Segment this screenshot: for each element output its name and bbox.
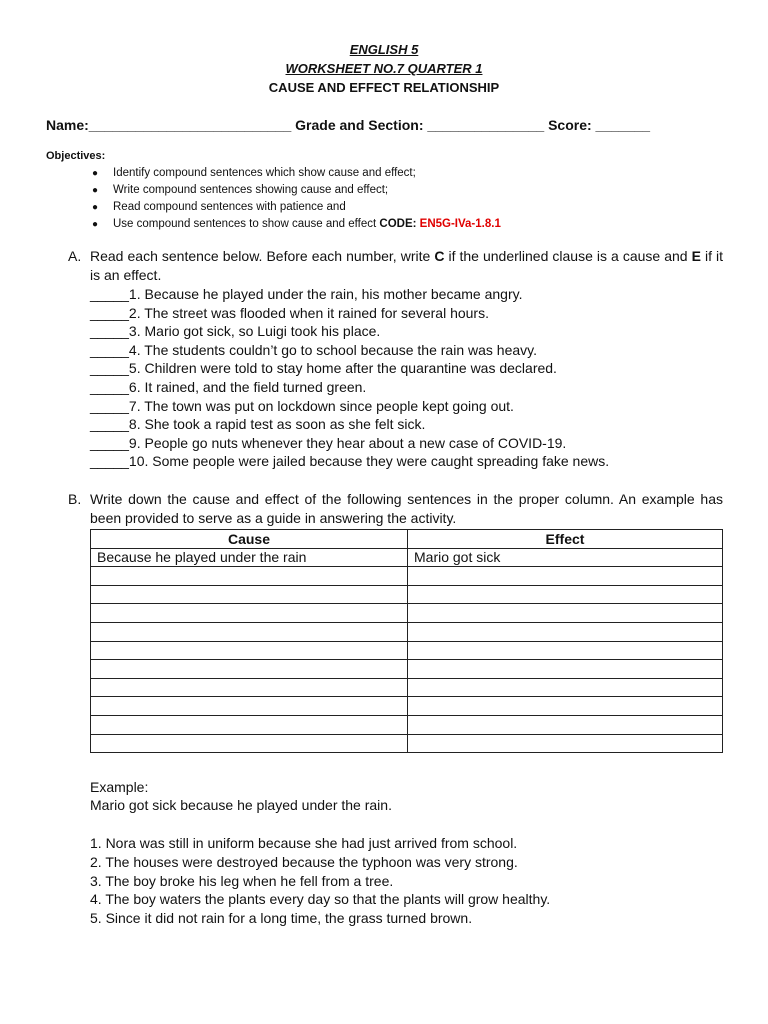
list-item: 1. Nora was still in uniform because she had just arrived from school. [90,835,518,851]
table-row [91,604,723,623]
list-item: _____1. Because he played under the rain, his mother became angry. [90,286,523,302]
table-row [91,734,723,753]
list-item: 4. The boy waters the plants every day so that the plants will grow healthy. [90,891,551,908]
objective-item: ● Read compound sentences with patience and [92,199,501,216]
table-row [91,567,723,586]
list-item: 2. The houses were destroyed because the typhoon was very strong. [90,853,518,870]
cause-effect-table [90,529,723,753]
section-a-items [90,285,609,471]
section-a-letter: A. [68,248,82,264]
effect-cell[interactable] [408,660,723,679]
cause-cell[interactable] [91,622,408,641]
name-field[interactable]: __________________________ [88,117,292,133]
name-label: Name: [46,117,89,133]
objective-item: ● Use compound sentences to show cause and effect CODE: EN5G-IVa-1.8.1 [92,216,501,233]
table-row [91,622,723,641]
cause-cell[interactable] [91,660,408,679]
effect-cell[interactable] [408,604,723,623]
effect-cell[interactable] [408,567,723,586]
list-item: _____8. She took a rapid test as soon as she felt sick. [90,416,426,433]
list-item: _____4. The students couldn’t go to school because the rain was heavy. [90,341,538,358]
list-item: _____2. The street was flooded when it rained for several hours. [90,304,489,321]
list-item: _____9. People go nuts whenever they hear about a new case of COVID-19. [90,434,567,451]
cause-cell[interactable] [91,678,408,697]
score-label: Score: [548,117,592,133]
cause-letter: C [434,248,445,264]
list-item: _____3. Mario got sick, so Luigi took his place. [90,323,381,340]
grade-section-field[interactable]: _______________ [427,117,545,133]
cause-cell[interactable] [91,697,408,716]
objectives-list [92,165,501,233]
bullet-icon: ● [92,219,99,230]
table-row [91,585,723,604]
effect-cell[interactable] [408,734,723,753]
code-label: CODE: [379,218,417,230]
objective-item: ● Write compound sentences showing cause and effect; [92,182,501,199]
table-row [91,548,723,567]
list-item: 3. The boy broke his leg when he fell from a tree. [90,872,394,889]
bullet-icon: ● [92,168,99,179]
worksheet-number: WORKSHEET NO.7 QUARTER 1 [285,61,483,76]
section-b-instruction: B. Write down the cause and effect of the following sentences in the proper column. An example has been provided to serve as a guide in answering the activity. [68,491,723,526]
table-row [91,678,723,697]
bullet-icon: ● [92,202,99,213]
effect-cell[interactable] [408,641,723,660]
objectives-title: Objectives: [46,150,106,162]
table-row [91,715,723,734]
effect-cell[interactable] [408,697,723,716]
table-header-row [91,530,723,549]
section-b-items [90,834,550,928]
grade-section-label: Grade and Section: [295,117,424,133]
effect-letter: E [691,248,701,264]
list-item: _____10. Some people were jailed because they were caught spreading fake news. [90,453,610,470]
cause-cell[interactable] [91,567,408,586]
list-item: 5. Since it did not rain for a long time, the grass turned brown. [90,910,473,927]
example-sentence: Mario got sick because he played under the rain. [90,797,392,813]
effect-cell[interactable] [408,622,723,641]
table-row [91,697,723,716]
page-title: CAUSE AND EFFECT RELATIONSHIP [268,80,500,95]
list-item: _____6. It rained, and the field turned green. [90,378,367,395]
score-field[interactable]: _______ [595,117,651,133]
list-item: _____7. The town was put on lockdown since people kept going out. [90,397,514,414]
cause-cell[interactable] [91,641,408,660]
table-row [91,641,723,660]
list-item: _____5. Children were told to stay home after the quarantine was declared. [90,360,557,377]
effect-cell[interactable] [408,678,723,697]
section-a-instruction: A. Read each sentence below. Before each number, write C if the underlined clause is a cause and E if it is an effect. [68,248,724,283]
bullet-icon: ● [92,185,99,196]
effect-cell[interactable] [408,585,723,604]
table-row [91,660,723,679]
cause-cell[interactable] [91,715,408,734]
cause-cell[interactable] [91,734,408,753]
example-label: Example: [90,779,149,795]
section-b-letter: B. [68,491,82,507]
effect-cell[interactable] [408,715,723,734]
cause-column-header: Cause [91,530,408,549]
curriculum-code: EN5G-IVa-1.8.1 [419,218,501,230]
student-info-line [46,117,650,133]
cause-cell[interactable] [91,604,408,623]
cause-cell[interactable] [91,585,408,604]
objective-item: ● Identify compound sentences which show cause and effect; [92,165,501,182]
subject-heading: ENGLISH 5 [349,42,419,57]
cause-cell: Because he played under the rain [91,548,408,567]
effect-column-header: Effect [408,530,723,549]
effect-cell: Mario got sick [408,548,723,567]
